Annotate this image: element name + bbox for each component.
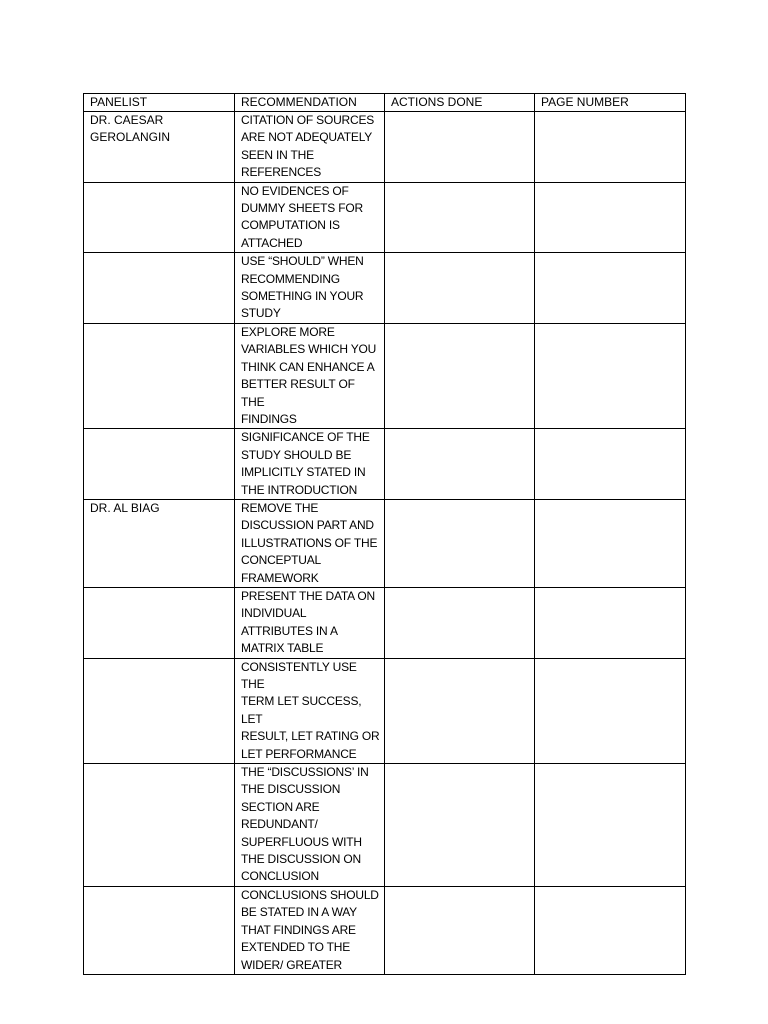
page-number-cell [535, 182, 686, 253]
panelist-cell: DR. AL BIAG [84, 499, 235, 587]
panelist-cell [84, 429, 235, 500]
page-number-cell [535, 429, 686, 500]
actions-done-cell [385, 764, 535, 887]
panelist-cell [84, 886, 235, 974]
table-row [84, 182, 686, 253]
actions-done-cell [385, 886, 535, 974]
table-row [84, 112, 686, 183]
actions-done-cell [385, 323, 535, 428]
header-actions-done: ACTIONS DONE [385, 94, 535, 112]
recommendation-cell: USE “SHOULD” WHEN RECOMMENDING SOMETHING IN YOUR STUDY [235, 253, 385, 324]
recommendation-cell: THE “DISCUSSIONS’ IN THE DISCUSSION SECTION ARE REDUNDANT/ SUPERFLUOUS WITH THE DISCUSSION ON CONCLUSION [235, 764, 385, 887]
page-number-cell [535, 886, 686, 974]
actions-done-cell [385, 112, 535, 183]
page-number-cell [535, 658, 686, 763]
panelist-cell [84, 764, 235, 887]
recommendation-cell: NO EVIDENCES OF DUMMY SHEETS FOR COMPUTATION IS ATTACHED [235, 182, 385, 253]
table-row [84, 253, 686, 324]
page-number-cell [535, 112, 686, 183]
panelist-cell [84, 253, 235, 324]
panelist-cell: DR. CAESAR GEROLANGIN [84, 112, 235, 183]
actions-done-cell [385, 182, 535, 253]
actions-done-cell [385, 658, 535, 763]
table-row [84, 499, 686, 587]
panelist-cell [84, 658, 235, 763]
actions-done-cell [385, 429, 535, 500]
panelist-cell [84, 323, 235, 428]
recommendation-cell: CITATION OF SOURCES ARE NOT ADEQUATELY SEEN IN THE REFERENCES [235, 112, 385, 183]
page-number-cell [535, 764, 686, 887]
table-row [84, 886, 686, 974]
actions-done-cell [385, 587, 535, 658]
recommendation-cell: SIGNIFICANCE OF THE STUDY SHOULD BE IMPLICITLY STATED IN THE INTRODUCTION [235, 429, 385, 500]
recommendation-cell: REMOVE THE DISCUSSION PART AND ILLUSTRATIONS OF THE CONCEPTUAL FRAMEWORK [235, 499, 385, 587]
table-row [84, 587, 686, 658]
recommendation-cell: PRESENT THE DATA ON INDIVIDUAL ATTRIBUTES IN A MATRIX TABLE [235, 587, 385, 658]
recommendation-cell: EXPLORE MORE VARIABLES WHICH YOU THINK CAN ENHANCE A BETTER RESULT OF THE FINDINGS [235, 323, 385, 428]
table-row [84, 658, 686, 763]
page-number-cell [535, 587, 686, 658]
header-page-number: PAGE NUMBER [535, 94, 686, 112]
panelist-cell [84, 182, 235, 253]
recommendation-cell: CONSISTENTLY USE THE TERM LET SUCCESS, LET RESULT, LET RATING OR LET PERFORMANCE [235, 658, 385, 763]
table-header-row [84, 94, 686, 112]
header-recommendation: RECOMMENDATION [235, 94, 385, 112]
panelist-cell [84, 587, 235, 658]
actions-done-cell [385, 253, 535, 324]
page-number-cell [535, 323, 686, 428]
panel-recommendations-table [83, 93, 686, 975]
page-number-cell [535, 253, 686, 324]
table-row [84, 323, 686, 428]
actions-done-cell [385, 499, 535, 587]
header-panelist: PANELIST [84, 94, 235, 112]
table-row [84, 764, 686, 887]
table-row [84, 429, 686, 500]
recommendation-cell: CONCLUSIONS SHOULD BE STATED IN A WAY THAT FINDINGS ARE EXTENDED TO THE WIDER/ GREATER [235, 886, 385, 974]
page-number-cell [535, 499, 686, 587]
